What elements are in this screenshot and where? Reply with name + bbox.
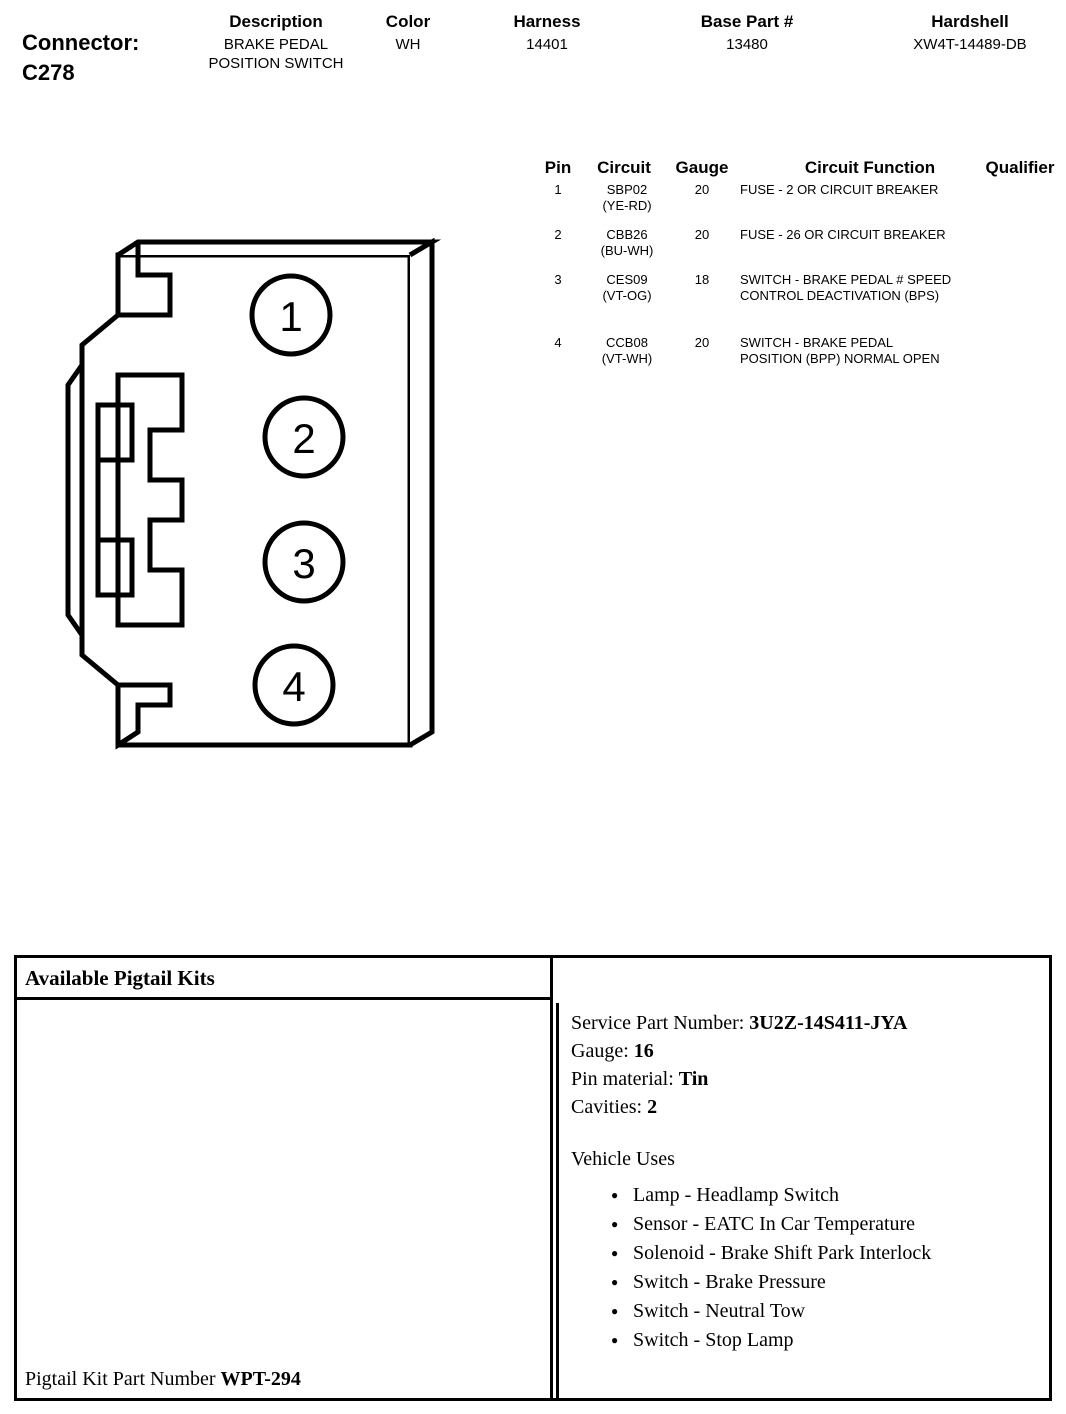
pin-number: 1: [554, 182, 562, 197]
pin-circuit: [584, 182, 670, 214]
table-row: [540, 182, 1060, 220]
cavity-2-label: 2: [292, 415, 316, 462]
pin-circuit: [584, 272, 670, 304]
gauge-value: 16: [633, 1040, 654, 1062]
pin-table: [540, 158, 1060, 398]
available-pigtail-kits-title: Available Pigtail Kits: [17, 958, 550, 1000]
pigtail-kit-part-number: [25, 1368, 301, 1391]
pin-material-label: Pin material:: [571, 1068, 674, 1090]
document-header: [0, 0, 1066, 120]
pin-table-header-qualifier: Qualifier: [985, 158, 1055, 177]
vehicle-uses-title: Vehicle Uses: [571, 1148, 675, 1170]
connector-diagram-svg: [10, 230, 480, 770]
header-color-value: WH: [395, 36, 421, 53]
cavity-4-label: 4: [282, 663, 306, 710]
header-color-title: Color: [385, 12, 431, 31]
header-hardshell-value: XW4T-14489-DB: [913, 36, 1027, 53]
service-part-number-label: Service Part Number:: [571, 1012, 745, 1034]
pin-circuit-color: (VT-OG): [602, 288, 652, 303]
pin-function: SWITCH - BRAKE PEDAL # SPEED CONTROL DEACTIVATION (BPS): [740, 272, 952, 303]
pin-circuit-color: (YE-RD): [602, 198, 652, 213]
pin-function: FUSE - 26 OR CIRCUIT BREAKER: [740, 227, 946, 242]
available-pigtail-kits-panel: [17, 958, 553, 1398]
pigtail-kit-part-number-value: WPT-294: [220, 1368, 301, 1390]
pin-material-row: [571, 1065, 1052, 1093]
table-row: [540, 272, 1060, 328]
header-hardshell-title: Hardshell: [931, 12, 1009, 31]
vehicle-uses-list: [571, 1181, 1052, 1355]
header-column-color: [368, 12, 448, 54]
header-column-base-part: [672, 12, 822, 54]
pin-number: 3: [554, 272, 562, 287]
pin-gauge: 20: [694, 227, 710, 242]
header-harness-value: 14401: [526, 36, 568, 53]
list-item: ● Lamp - Headlamp Switch: [633, 1181, 1052, 1210]
pin-circuit-code: CBB26: [606, 227, 648, 242]
table-row: [540, 335, 1060, 391]
cavities-value: 2: [647, 1096, 658, 1118]
table-row: [540, 227, 1060, 265]
header-column-description: [196, 12, 356, 73]
header-description-title: Description: [229, 12, 323, 31]
pigtail-and-service-block: [14, 955, 1052, 1401]
connector-diagram: [10, 230, 480, 770]
pin-number: 2: [554, 227, 562, 242]
service-info-panel: [556, 1003, 1052, 1398]
pin-circuit-code: CCB08: [606, 335, 648, 350]
connector-label: Connector:: [22, 30, 140, 55]
list-item: ● Solenoid - Brake Shift Park Interlock: [633, 1239, 1052, 1268]
cavities-row: [571, 1093, 1052, 1121]
pin-circuit-color: (BU-WH): [600, 243, 654, 258]
pin-gauge: 20: [694, 335, 710, 350]
connector-id: C278: [22, 60, 75, 85]
pin-material-value: Tin: [678, 1068, 709, 1090]
gauge-row: [571, 1037, 1052, 1065]
pin-circuit-code: SBP02: [606, 182, 648, 197]
list-item: ● Switch - Neutral Tow: [633, 1297, 1052, 1326]
header-column-harness: [482, 12, 612, 54]
pin-table-header-circuit: Circuit: [597, 158, 651, 177]
service-part-number-row: [571, 1009, 1052, 1037]
list-item: ● Sensor - EATC In Car Temperature: [633, 1210, 1052, 1239]
gauge-label: Gauge:: [571, 1040, 629, 1062]
cavity-1-label: 1: [279, 293, 303, 340]
cavity-3-label: 3: [292, 540, 316, 587]
pin-table-header-function: Circuit Function: [804, 158, 936, 177]
header-column-hardshell: [880, 12, 1060, 54]
pin-function: SWITCH - BRAKE PEDAL POSITION (BPP) NORMAL OPEN: [740, 335, 940, 366]
pin-circuit: [584, 335, 670, 367]
pin-circuit-color: (VT-WH): [601, 351, 653, 366]
cavities-label: Cavities:: [571, 1096, 643, 1118]
header-harness-title: Harness: [513, 12, 581, 31]
pin-circuit-code: CES09: [606, 272, 648, 287]
pin-table-header-gauge: Gauge: [675, 158, 729, 177]
pin-number: 4: [554, 335, 562, 350]
pin-table-header-row: [540, 158, 1060, 182]
service-part-number-value: 3U2Z-14S411-JYA: [749, 1012, 908, 1034]
header-description-value: BRAKE PEDAL POSITION SWITCH: [208, 36, 344, 72]
pigtail-kit-part-number-label: Pigtail Kit Part Number: [25, 1368, 216, 1390]
pin-circuit: [584, 227, 670, 259]
header-base-part-title: Base Part #: [700, 12, 794, 31]
pin-gauge: 20: [694, 182, 710, 197]
pin-function: FUSE - 2 OR CIRCUIT BREAKER: [740, 182, 939, 197]
list-item: ● Switch - Stop Lamp: [633, 1326, 1052, 1355]
header-base-part-value: 13480: [726, 36, 768, 53]
list-item: ● Switch - Brake Pressure: [633, 1268, 1052, 1297]
pin-gauge: 18: [694, 272, 710, 287]
pin-table-header-pin: Pin: [544, 158, 572, 177]
